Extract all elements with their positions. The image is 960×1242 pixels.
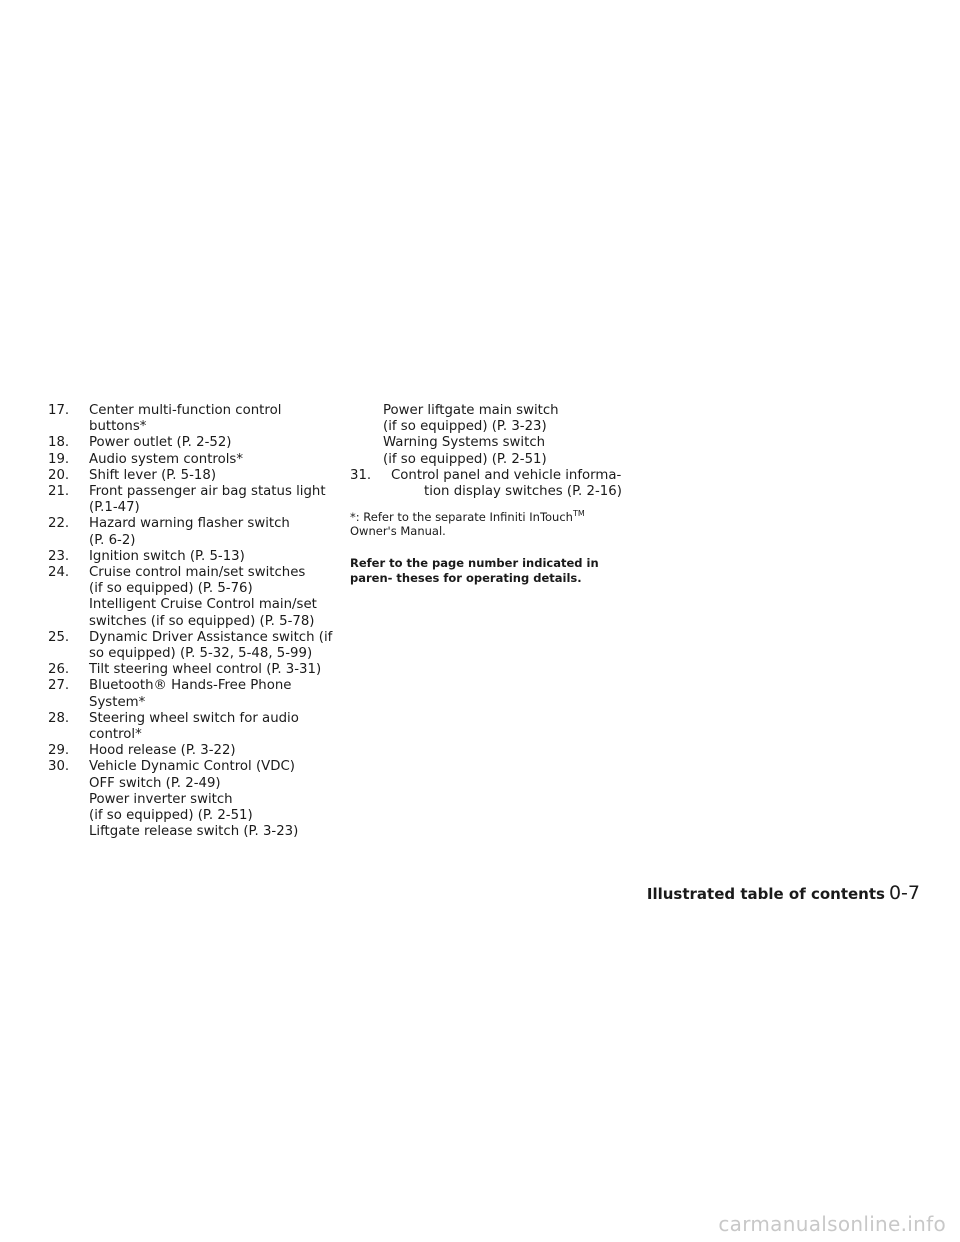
item-number: 25. <box>48 629 70 645</box>
item-line: control* <box>89 727 142 743</box>
item-line: Bluetooth® Hands-Free Phone <box>89 678 292 694</box>
item-number: 18. <box>48 435 70 451</box>
item-line: Steering wheel switch for audio <box>89 710 299 726</box>
item-line: Ignition switch (P. 5-13) <box>89 548 245 564</box>
list-item <box>48 678 348 710</box>
item-line: Tilt steering wheel control (P. 3-31) <box>89 662 322 678</box>
list-item <box>48 435 348 451</box>
footnote-text: *: Refer to the separate Infiniti InTouch <box>350 510 573 525</box>
operating-note: Refer to the page number indicated in paren- theses for operating details. <box>350 556 599 586</box>
footnote <box>350 507 610 538</box>
item-line: (P. 6-2) <box>89 532 136 548</box>
list-item <box>48 743 348 759</box>
item-number: 28. <box>48 710 70 726</box>
item-line: switches (if so equipped) (P. 5-78) <box>89 613 315 629</box>
item-line: Cruise control main/set switches <box>89 565 306 581</box>
item-line: Front passenger air bag status light <box>89 484 326 500</box>
list-item <box>48 711 348 743</box>
item-line: (if so equipped) (P. 2-51) <box>383 451 547 467</box>
item-number: 27. <box>48 678 70 694</box>
item-number: 23. <box>48 548 70 564</box>
section-title: Illustrated table of contents <box>646 885 885 903</box>
item-line: (P.1-47) <box>89 500 140 516</box>
list-item <box>48 662 348 678</box>
list-item <box>48 516 348 548</box>
list-item <box>48 565 348 630</box>
item-number: 19. <box>48 451 70 467</box>
item-30-continuation <box>350 403 610 468</box>
right-column <box>350 403 622 586</box>
list-item <box>48 452 348 468</box>
item-line: Warning Systems switch <box>383 435 546 451</box>
item-line: Audio system controls* <box>89 451 243 467</box>
item-line: Center multi-function control <box>89 403 282 418</box>
item-line: Vehicle Dynamic Control (VDC) <box>89 759 295 775</box>
item-number: 17. <box>48 403 70 418</box>
item-line: tion display switches (P. 2-16) <box>424 484 622 500</box>
item-line: so equipped) (P. 5-32, 5-48, 5-99) <box>89 646 313 662</box>
item-number: 29. <box>48 743 70 759</box>
item-line: (if so equipped) (P. 2-51) <box>89 808 253 824</box>
watermark: carmanualsonline.info <box>718 1212 946 1236</box>
item-number: 26. <box>48 662 70 678</box>
item-line: Hazard warning flasher switch <box>89 516 290 532</box>
page-number: 0-7 <box>888 882 920 904</box>
list-item <box>48 468 348 484</box>
item-line: (if so equipped) (P. 5-76) <box>89 581 253 597</box>
item-line: Power inverter switch <box>89 791 233 807</box>
left-column <box>48 403 348 840</box>
item-number: 21. <box>48 484 70 500</box>
item-line: OFF switch (P. 2-49) <box>89 775 221 791</box>
item-line: Shift lever (P. 5-18) <box>89 467 217 483</box>
item-line: Dynamic Driver Assistance switch (if <box>89 629 333 645</box>
item-line: Hood release (P. 3-22) <box>89 743 236 759</box>
page-footer <box>647 882 920 904</box>
item-line: Liftgate release switch (P. 3-23) <box>89 824 299 840</box>
list-item-31 <box>350 467 622 500</box>
item-line: Power outlet (P. 2-52) <box>89 435 232 451</box>
item-number: 22. <box>48 516 70 532</box>
list-item <box>48 630 348 662</box>
list-item <box>48 484 348 516</box>
item-line: System* <box>89 694 146 710</box>
item-number: 31. <box>350 467 372 483</box>
item-number: 24. <box>48 565 70 581</box>
item-line: Intelligent Cruise Control main/set <box>89 597 317 613</box>
item-number: 20. <box>48 467 70 483</box>
list-item <box>48 549 348 565</box>
footnote-text-line2: Owner's Manual. <box>350 524 446 539</box>
item-line: (if so equipped) (P. 3-23) <box>383 419 547 435</box>
item-number: 30. <box>48 759 70 775</box>
item-line: Power liftgate main switch <box>383 403 559 418</box>
list-item <box>48 403 348 435</box>
trademark-sup: TM <box>572 509 585 519</box>
item-line: Control panel and vehicle informa- <box>391 467 622 483</box>
list-item <box>48 759 348 840</box>
item-line: buttons* <box>89 419 147 435</box>
